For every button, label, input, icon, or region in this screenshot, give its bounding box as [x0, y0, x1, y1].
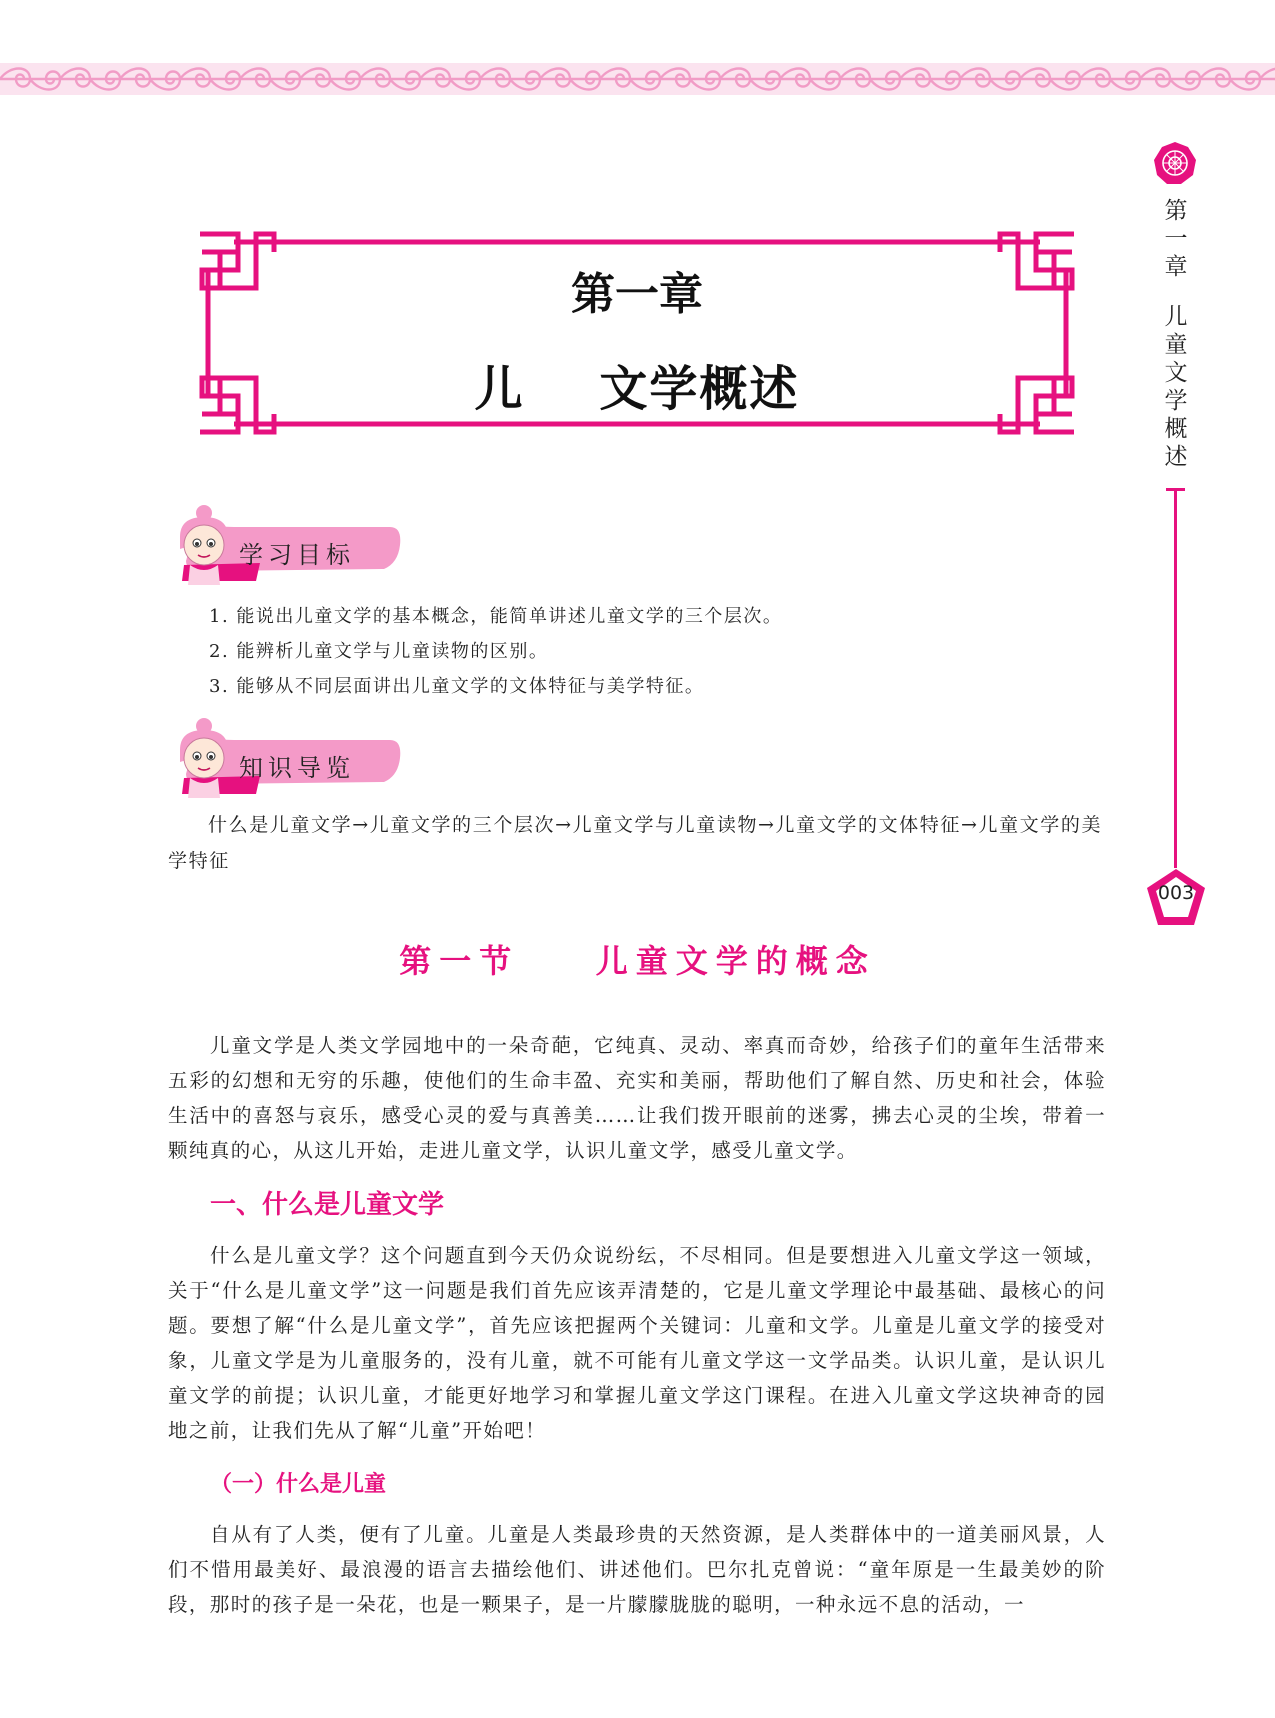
objective-item: 3. 能够从不同层面讲出儿童文学的文体特征与美学特征。 — [209, 676, 705, 697]
objective-item: 2. 能辨析儿童文学与儿童读物的区别。 — [209, 641, 549, 662]
page-number: 003 — [1157, 882, 1195, 904]
chapter-title: 儿 文学概述 — [474, 361, 800, 417]
side-char: 学 — [1164, 388, 1188, 414]
heading-what-is-childrens-literature: 一、什么是儿童文学 — [210, 1190, 445, 1220]
top-decorative-border — [0, 58, 1275, 100]
objective-item: 1. 能说出儿童文学的基本概念，能简单讲述儿童文学的三个层次。 — [209, 606, 783, 627]
flower-ornament-icon — [1153, 141, 1197, 185]
side-chapter-label — [1160, 197, 1192, 471]
mascot-girl-icon — [164, 505, 244, 587]
mascot-girl-icon — [164, 718, 244, 800]
side-char: 第 — [1164, 198, 1188, 224]
chapter-number: 第一章 — [571, 269, 703, 320]
side-char: 概 — [1164, 416, 1188, 442]
side-char: 述 — [1164, 444, 1188, 470]
side-line — [1174, 490, 1177, 868]
overview-label: 知识导览 — [239, 754, 355, 782]
side-char: 文 — [1164, 360, 1188, 386]
paragraph-what-is-child: 自从有了人类，便有了儿童。儿童是人类最珍贵的天然资源，是人类群体中的一道美丽风景，人们不惜用最美好、最浪漫的语言去描绘他们、讲述他们。巴尔扎克曾说：“童年原是一生最美妙的阶段，那时的孩子是一朵花，也是一颗果子，是一片朦朦胧胧的聪明，一种永远不息的活动，一 — [168, 1523, 1106, 1616]
paragraph-what-is-childrens-literature: 什么是儿童文学？这个问题直到今天仍众说纷纭，不尽相同。但是要想进入儿童文学这一领域，关于“什么是儿童文学”这一问题是我们首先应该弄清楚的，它是儿童文学理论中最基础、最核心的问题。要想了解“什么是儿童文学”，首先应该把握两个关键词：儿童和文学。儿童是儿童文学的接受对象，儿童文学是为儿童服务的，没有儿童，就不可能有儿童文学这一文学品类。认识儿童，是认识儿童文学的前提；认识儿童，才能更好地学习和掌握儿童文学这门课程。在进入儿童文学这块神奇的园地之前，让我们先从了解“儿童”开始吧！ — [168, 1244, 1106, 1442]
section-title: 第一节 儿童文学的概念 — [399, 942, 876, 980]
side-char: 章 — [1164, 254, 1188, 280]
side-char: 儿 — [1164, 304, 1188, 330]
intro-paragraph: 儿童文学是人类文学园地中的一朵奇葩，它纯真、灵动、率真而奇妙，给孩子们的童年生活带来五彩的幻想和无穷的乐趣，使他们的生命丰盈、充实和美丽，帮助他们了解自然、历史和社会，体验生活中的喜怒与哀乐，感受心灵的爱与真善美……让我们拨开眼前的迷雾，拂去心灵的尘埃，带着一颗纯真的心，从这儿开始，走进儿童文学，认识儿童文学，感受儿童文学。 — [168, 1034, 1106, 1162]
side-char: 童 — [1164, 332, 1188, 358]
side-char: 一 — [1164, 226, 1188, 252]
objectives-banner — [164, 505, 404, 587]
objectives-label: 学习目标 — [239, 541, 355, 569]
knowledge-path: 什么是儿童文学→儿童文学的三个层次→儿童文学与儿童读物→儿童文学的文体特征→儿童文学的美学特征 — [168, 814, 1103, 872]
overview-banner — [164, 718, 404, 800]
heading-what-is-child: （一）什么是儿童 — [210, 1472, 387, 1497]
